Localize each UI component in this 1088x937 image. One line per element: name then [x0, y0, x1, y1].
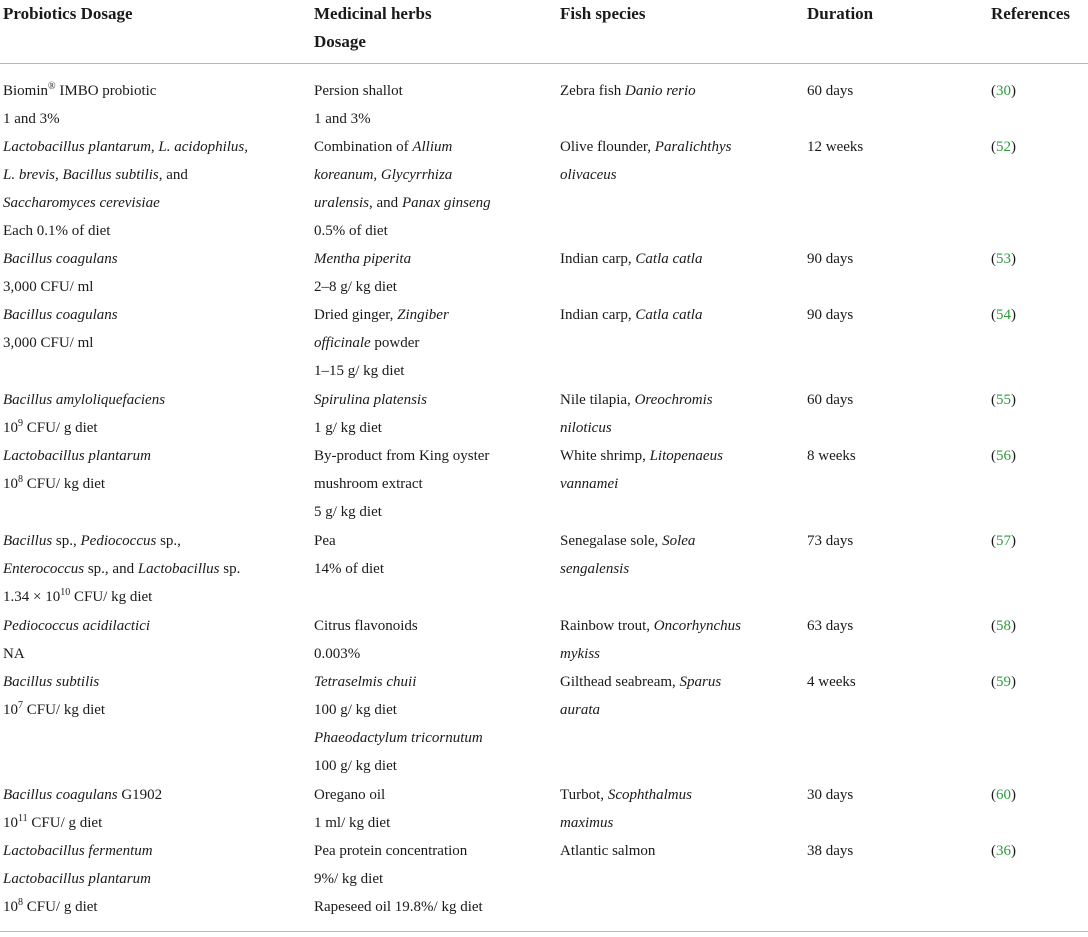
reference-cell: (56)	[991, 448, 1016, 464]
probiotic-cell: Bacillus subtilis $10^7$ CFU/ kg diet	[3, 674, 106, 718]
table-row	[0, 301, 1088, 386]
duration-cell: 38 days	[807, 843, 854, 859]
reference-link[interactable]: 53	[996, 251, 1011, 267]
reference-link[interactable]: 55	[996, 392, 1011, 408]
reference-link[interactable]: 30	[996, 83, 1011, 99]
herb-cell: Dried ginger, Zingiber officinale powder 1–15 g/ kg diet	[314, 307, 449, 379]
herb-cell: Pea 14% of diet	[314, 533, 384, 577]
herb-cell: Combination of Allium koreanum, Glycyrrhiza uralensis, and Panax ginseng 0.5% of diet	[314, 139, 491, 239]
duration-cell: 12 weeks	[807, 139, 864, 155]
herb-cell: Citrus flavonoids 0.003%	[314, 618, 418, 662]
duration-cell: 60 days	[807, 83, 854, 99]
probiotic-cell: Lactobacillus fermentum Lactobacillus plantarum $10^8$ CFU/ g diet	[3, 843, 153, 915]
duration-cell: 8 weeks	[807, 448, 856, 464]
header-duration: Duration	[807, 4, 874, 23]
table-row	[0, 77, 1088, 133]
duration-cell: 60 days	[807, 392, 854, 408]
fish-cell: Nile tilapia, Oreochromis niloticus	[560, 392, 713, 436]
table-row	[0, 781, 1088, 837]
header-fish-species: Fish species	[560, 4, 646, 23]
duration-cell: 4 weeks	[807, 674, 856, 690]
table-row	[0, 527, 1088, 612]
reference-cell: (54)	[991, 307, 1016, 323]
reference-link[interactable]: 57	[996, 533, 1011, 549]
duration-cell: 30 days	[807, 787, 854, 803]
reference-cell: (55)	[991, 392, 1016, 408]
reference-link[interactable]: 56	[996, 448, 1011, 464]
fish-cell: Atlantic salmon	[560, 843, 656, 859]
herb-cell: Persion shallot 1 and 3%	[314, 83, 403, 127]
reference-link[interactable]: 58	[996, 618, 1011, 634]
fish-cell: Rainbow trout, Oncorhynchus mykiss	[560, 618, 741, 662]
herb-cell: Pea protein concentration 9%/ kg diet Rapeseed oil 19.8%/ kg diet	[314, 843, 483, 915]
table-row	[0, 245, 1088, 301]
header-medicinal-herbs: Medicinal herbs Dosage	[314, 4, 432, 51]
reference-cell: (52)	[991, 139, 1016, 155]
duration-cell: 90 days	[807, 307, 854, 323]
reference-cell: (53)	[991, 251, 1016, 267]
header-references: References	[991, 4, 1070, 23]
table-row	[0, 442, 1088, 527]
reference-cell: (59)	[991, 674, 1016, 690]
probiotic-cell: Bacillus amyloliquefaciens $10^9$ CFU/ g diet	[3, 392, 166, 436]
table-header	[0, 0, 1088, 64]
table-row	[0, 612, 1088, 668]
reference-cell: (30)	[991, 83, 1016, 99]
reference-cell: (57)	[991, 533, 1016, 549]
probiotic-cell: Biomin® IMBO probiotic 1 and 3%	[3, 81, 157, 127]
fish-cell: Gilthead seabream, Sparus aurata	[560, 674, 722, 718]
probiotic-cell: Bacillus sp., Pediococcus sp., Enterococcus sp., and Lactobacillus sp. $1.34 \times 10^{10}$ CFU/ kg diet	[3, 533, 241, 605]
table-row	[0, 386, 1088, 442]
fish-cell: Zebra fish Danio rerio	[560, 83, 696, 99]
herb-cell: Spirulina platensis 1 g/ kg diet	[314, 392, 427, 436]
probiotic-cell: Lactobacillus plantarum, L. acidophilus, L. brevis, Bacillus subtilis, and Saccharomyces cerevisiae Each 0.1% of diet	[3, 139, 249, 239]
reference-link[interactable]: 60	[996, 787, 1011, 803]
duration-cell: 90 days	[807, 251, 854, 267]
header-probiotics-dosage: Probiotics Dosage	[3, 4, 133, 23]
probiotic-cell: Lactobacillus plantarum $10^8$ CFU/ kg diet	[3, 448, 151, 492]
herb-cell: By-product from King oyster mushroom extract 5 g/ kg diet	[314, 448, 490, 520]
table-row	[0, 837, 1088, 921]
duration-cell: 63 days	[807, 618, 854, 634]
herb-cell: Oregano oil 1 ml/ kg diet	[314, 787, 391, 831]
probiotic-cell: Pediococcus acidilactici NA	[3, 618, 151, 662]
reference-link[interactable]: 59	[996, 674, 1011, 690]
reference-cell: (58)	[991, 618, 1016, 634]
herb-cell: Tetraselmis chuii 100 g/ kg diet Phaeodactylum tricornutum 100 g/ kg diet	[314, 674, 483, 774]
probiotic-cell: Bacillus coagulans 3,000 CFU/ ml	[3, 251, 118, 295]
fish-cell: Olive flounder, Paralichthys olivaceus	[560, 139, 732, 183]
reference-link[interactable]: 54	[996, 307, 1011, 323]
probiotic-cell: Bacillus coagulans 3,000 CFU/ ml	[3, 307, 118, 351]
probiotic-cell: Bacillus coagulans G1902 $10^{11}$ CFU/ g diet	[3, 787, 163, 831]
fish-cell: Indian carp, Catla catla	[560, 307, 703, 323]
table-row	[0, 133, 1088, 245]
herb-cell: Mentha piperita 2–8 g/ kg diet	[314, 251, 412, 295]
reference-cell: (36)	[991, 843, 1016, 859]
table-bottom-rule	[0, 931, 1088, 932]
reference-link[interactable]: 36	[996, 843, 1011, 859]
fish-cell: Indian carp, Catla catla	[560, 251, 703, 267]
fish-cell: Senegalase sole, Solea sengalensis	[560, 533, 696, 577]
table-row	[0, 668, 1088, 781]
fish-cell: Turbot, Scophthalmus maximus	[560, 787, 692, 831]
fish-cell: White shrimp, Litopenaeus vannamei	[560, 448, 723, 492]
reference-cell: (60)	[991, 787, 1016, 803]
duration-cell: 73 days	[807, 533, 854, 549]
reference-link[interactable]: 52	[996, 139, 1011, 155]
